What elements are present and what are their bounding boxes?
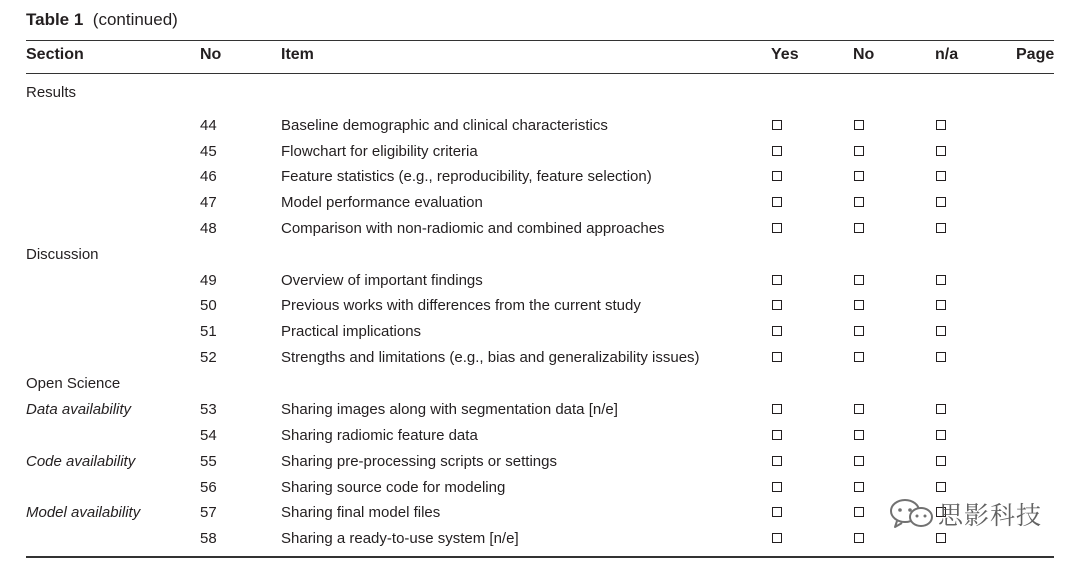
na-checkbox[interactable]	[936, 300, 946, 310]
na-checkbox[interactable]	[936, 404, 946, 414]
no-checkbox[interactable]	[854, 326, 864, 336]
row-number: 44	[200, 117, 217, 134]
row-item: Sharing source code for modeling	[281, 479, 506, 496]
table-bottom-rule	[26, 556, 1054, 558]
row-item: Sharing pre-processing scripts or settings	[281, 453, 557, 470]
yes-checkbox[interactable]	[772, 275, 782, 285]
table-row	[0, 452, 1080, 472]
table-row	[0, 271, 1080, 291]
row-number: 50	[200, 297, 217, 314]
header-item: Item	[281, 46, 314, 63]
yes-checkbox[interactable]	[772, 430, 782, 440]
section-open-science: Open Science	[26, 375, 121, 392]
row-item: Model performance evaluation	[281, 194, 483, 211]
table-row	[0, 322, 1080, 342]
row-number: 55	[200, 453, 217, 470]
yes-checkbox[interactable]	[772, 197, 782, 207]
subsection-data-availability: Data availability	[26, 401, 132, 418]
watermark-text: 思影科技	[938, 501, 1043, 530]
row-number: 54	[200, 427, 217, 444]
no-checkbox[interactable]	[854, 223, 864, 233]
table-row	[0, 478, 1080, 498]
row-number: 47	[200, 194, 217, 211]
row-item: Sharing a ready-to-use system [n/e]	[281, 530, 519, 547]
wechat-icon	[888, 498, 934, 530]
row-item: Overview of important findings	[281, 272, 483, 289]
table-row	[0, 348, 1080, 368]
table-top-rule	[26, 40, 1054, 41]
yes-checkbox[interactable]	[772, 120, 782, 130]
header-na: n/a	[935, 46, 959, 63]
na-checkbox[interactable]	[936, 171, 946, 181]
row-item: Flowchart for eligibility criteria	[281, 143, 478, 160]
row-number: 45	[200, 143, 217, 160]
row-number: 48	[200, 220, 217, 237]
no-checkbox[interactable]	[854, 300, 864, 310]
row-item: Sharing final model files	[281, 504, 441, 521]
table-header-rule	[26, 73, 1054, 74]
table-row	[0, 219, 1080, 239]
row-item: Sharing images along with segmentation data [n/e]	[281, 401, 618, 418]
na-checkbox[interactable]	[936, 146, 946, 156]
row-item: Previous works with differences from the current study	[281, 297, 641, 314]
na-checkbox[interactable]	[936, 223, 946, 233]
row-number: 46	[200, 168, 217, 185]
table-row	[0, 167, 1080, 187]
row-item: Practical implications	[281, 323, 422, 340]
header-yes: Yes	[771, 46, 799, 63]
no-checkbox[interactable]	[854, 430, 864, 440]
section-results: Results	[26, 84, 77, 101]
no-checkbox[interactable]	[854, 275, 864, 285]
yes-checkbox[interactable]	[772, 533, 782, 543]
subsection-code-availability: Code availability	[26, 453, 136, 470]
subsection-model-availability: Model availability	[26, 504, 141, 521]
no-checkbox[interactable]	[854, 146, 864, 156]
no-checkbox[interactable]	[854, 456, 864, 466]
row-number: 52	[200, 349, 217, 366]
na-checkbox[interactable]	[936, 482, 946, 492]
table-caption-label: Table 1	[26, 10, 84, 29]
no-checkbox[interactable]	[854, 197, 864, 207]
row-item: Strengths and limitations (e.g., bias and generalizability issues)	[281, 349, 700, 366]
na-checkbox[interactable]	[936, 275, 946, 285]
row-item: Baseline demographic and clinical characteristics	[281, 117, 608, 134]
table-caption-suffix: (continued)	[92, 10, 178, 29]
yes-checkbox[interactable]	[772, 456, 782, 466]
yes-checkbox[interactable]	[772, 171, 782, 181]
no-checkbox[interactable]	[854, 404, 864, 414]
row-number: 53	[200, 401, 217, 418]
header-no-answer: No	[853, 46, 875, 63]
na-checkbox[interactable]	[936, 456, 946, 466]
header-no: No	[200, 46, 222, 63]
na-checkbox[interactable]	[936, 352, 946, 362]
section-discussion: Discussion	[26, 246, 99, 263]
row-item: Sharing radiomic feature data	[281, 427, 478, 444]
yes-checkbox[interactable]	[772, 352, 782, 362]
table-row	[0, 400, 1080, 420]
header-page: Page	[1016, 46, 1055, 63]
row-number: 57	[200, 504, 217, 521]
table-row	[0, 193, 1080, 213]
table-row	[0, 426, 1080, 446]
row-number: 51	[200, 323, 217, 340]
table-caption	[26, 9, 178, 31]
row-number: 49	[200, 272, 217, 289]
no-checkbox[interactable]	[854, 352, 864, 362]
yes-checkbox[interactable]	[772, 223, 782, 233]
yes-checkbox[interactable]	[772, 507, 782, 517]
table-row	[0, 142, 1080, 162]
yes-checkbox[interactable]	[772, 300, 782, 310]
yes-checkbox[interactable]	[772, 482, 782, 492]
row-number: 56	[200, 479, 217, 496]
na-checkbox[interactable]	[936, 430, 946, 440]
no-checkbox[interactable]	[854, 171, 864, 181]
yes-checkbox[interactable]	[772, 146, 782, 156]
no-checkbox[interactable]	[854, 507, 864, 517]
na-checkbox[interactable]	[936, 197, 946, 207]
table-row	[0, 116, 1080, 136]
row-item: Feature statistics (e.g., reproducibility, feature selection)	[281, 168, 652, 185]
row-item: Comparison with non-radiomic and combined approaches	[281, 220, 665, 237]
na-checkbox[interactable]	[936, 120, 946, 130]
yes-checkbox[interactable]	[772, 326, 782, 336]
row-number: 58	[200, 530, 217, 547]
no-checkbox[interactable]	[854, 482, 864, 492]
header-section: Section	[26, 46, 84, 63]
watermark	[888, 497, 1042, 531]
no-checkbox[interactable]	[854, 120, 864, 130]
table-row	[0, 296, 1080, 316]
na-checkbox[interactable]	[936, 326, 946, 336]
na-checkbox[interactable]	[936, 533, 946, 543]
yes-checkbox[interactable]	[772, 404, 782, 414]
no-checkbox[interactable]	[854, 533, 864, 543]
table-row	[0, 529, 1080, 549]
